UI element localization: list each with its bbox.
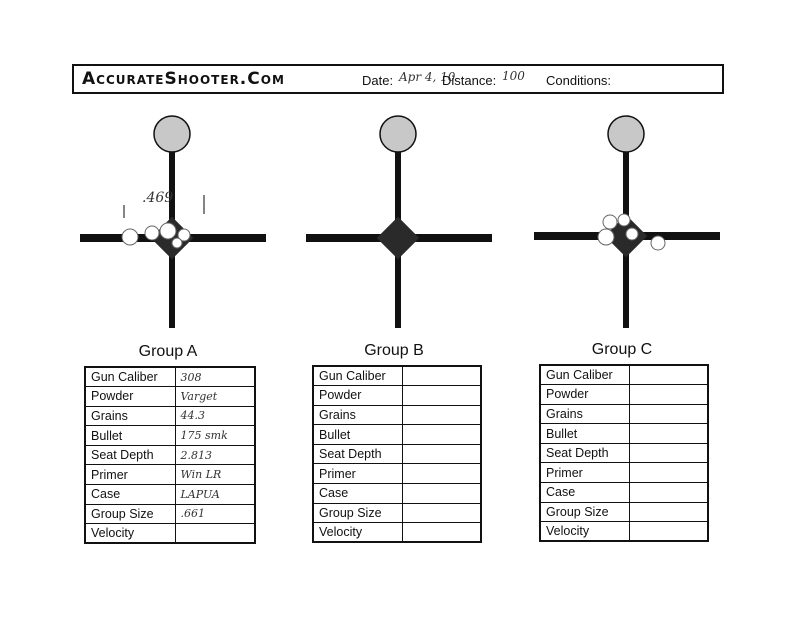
- table-row: [85, 367, 255, 387]
- row-label: Grains: [85, 406, 175, 426]
- row-label: Powder: [540, 385, 629, 405]
- table-row: [540, 424, 708, 444]
- row-value: [629, 443, 708, 463]
- table-row: [85, 465, 255, 485]
- row-value: 308: [175, 367, 255, 387]
- row-value: [402, 366, 481, 386]
- table-row: [313, 366, 481, 386]
- table-row: [313, 484, 481, 504]
- table-row: [540, 463, 708, 483]
- row-value: Win LR: [175, 465, 255, 485]
- target-b: [298, 110, 498, 330]
- row-value: [402, 425, 481, 445]
- row-label: Seat Depth: [313, 444, 402, 464]
- table-row: [85, 426, 255, 446]
- table-row: [540, 522, 708, 542]
- distance-label: Distance:: [442, 73, 497, 88]
- distance-value: 100: [502, 69, 525, 83]
- table-row: [540, 502, 708, 522]
- row-value: .661: [175, 504, 255, 524]
- target-a: [72, 110, 272, 330]
- row-value: [629, 404, 708, 424]
- row-label: Grains: [313, 405, 402, 425]
- row-value: [629, 483, 708, 503]
- row-label: Bullet: [540, 424, 629, 444]
- table-row: [85, 485, 255, 505]
- conditions-label: Conditions:: [546, 73, 612, 88]
- table-row: [85, 524, 255, 544]
- row-label: Primer: [85, 465, 175, 485]
- row-label: Velocity: [540, 522, 629, 542]
- row-value: 175 smk: [175, 426, 255, 446]
- row-label: Bullet: [313, 425, 402, 445]
- row-value: LAPUA: [175, 485, 255, 505]
- row-value: [629, 502, 708, 522]
- row-label: Gun Caliber: [85, 367, 175, 387]
- row-label: Velocity: [85, 524, 175, 544]
- row-value: [402, 464, 481, 484]
- table-row: [85, 504, 255, 524]
- row-value: [629, 424, 708, 444]
- table-row: [85, 445, 255, 465]
- row-label: Powder: [85, 387, 175, 407]
- row-value: [629, 522, 708, 542]
- row-label: Primer: [540, 463, 629, 483]
- row-label: Gun Caliber: [540, 365, 629, 385]
- table-row: [313, 405, 481, 425]
- row-value: [175, 524, 255, 544]
- table-row: [313, 523, 481, 543]
- group-c-title: Group C: [591, 341, 653, 358]
- row-value: [629, 463, 708, 483]
- row-value: [629, 385, 708, 405]
- row-label: Velocity: [313, 523, 402, 543]
- row-value: [402, 405, 481, 425]
- table-row: [540, 483, 708, 503]
- date-label: Date:: [362, 73, 394, 88]
- row-value: Varget: [175, 387, 255, 407]
- row-value: 44.3: [175, 406, 255, 426]
- row-label: Seat Depth: [540, 443, 629, 463]
- group-c-table: [539, 364, 709, 542]
- date-value: Apr 4, 10: [399, 70, 456, 84]
- row-value: [402, 386, 481, 406]
- target-c: [526, 110, 726, 330]
- table-row: [313, 444, 481, 464]
- row-label: Primer: [313, 464, 402, 484]
- row-value: [402, 484, 481, 504]
- group-a-title: Group A: [138, 343, 198, 360]
- table-row: [85, 387, 255, 407]
- aim-dot-a: [154, 116, 190, 152]
- row-label: Seat Depth: [85, 445, 175, 465]
- table-row: [540, 443, 708, 463]
- row-label: Case: [540, 483, 629, 503]
- aim-dot-c: [608, 116, 644, 152]
- row-label: Case: [85, 485, 175, 505]
- row-label: Gun Caliber: [313, 366, 402, 386]
- group-a-table: [84, 366, 256, 544]
- brand-title: AccurateShooter.Com: [82, 69, 285, 89]
- row-value: [402, 444, 481, 464]
- header-bar: [72, 64, 724, 94]
- table-row: [313, 425, 481, 445]
- group-a-annotation: .469: [142, 190, 174, 206]
- table-row: [540, 365, 708, 385]
- diamond-b: [377, 217, 419, 259]
- row-value: [629, 365, 708, 385]
- group-b-title: Group B: [364, 342, 424, 359]
- row-value: [402, 523, 481, 543]
- table-row: [540, 385, 708, 405]
- aim-dot-b: [380, 116, 416, 152]
- table-row: [540, 404, 708, 424]
- row-label: Group Size: [540, 502, 629, 522]
- row-value: 2.813: [175, 445, 255, 465]
- row-value: [402, 503, 481, 523]
- row-label: Grains: [540, 404, 629, 424]
- row-label: Powder: [313, 386, 402, 406]
- table-row: [313, 386, 481, 406]
- group-b-table: [312, 365, 482, 543]
- row-label: Case: [313, 484, 402, 504]
- table-row: [85, 406, 255, 426]
- table-row: [313, 503, 481, 523]
- table-row: [313, 464, 481, 484]
- row-label: Group Size: [313, 503, 402, 523]
- row-label: Group Size: [85, 504, 175, 524]
- row-label: Bullet: [85, 426, 175, 446]
